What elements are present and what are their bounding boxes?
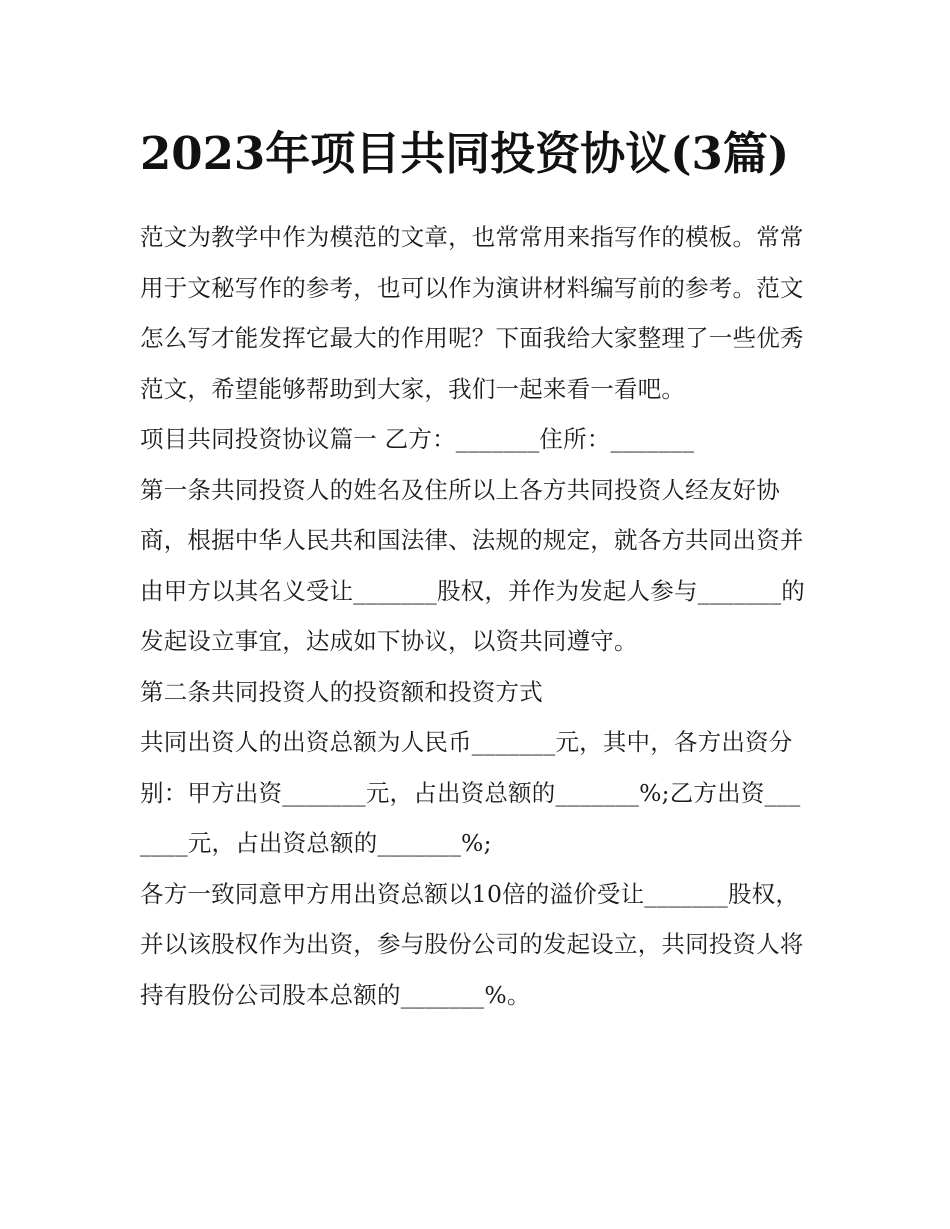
parties-line: 项目共同投资协议篇一 乙方：_______住所：_______ [140,425,695,453]
article-two-heading: 第二条共同投资人的投资额和投资方式 [140,677,543,706]
article-one-paragraph: 第一条共同投资人的姓名及住所以上各方共同投资人经友好协商，根据中华人民共和国法律、法规的规定，就各方共同出资并由甲方以其名义受让_______股权，并作为发起人参与_______的发起设立事宜，达成如下协议，以资共同遵守。 [140,475,805,655]
intro-paragraph: 范文为教学中作为模范的文章，也常常用来指写作的模板。常常用于文秘写作的参考，也可以作为演讲材料编写前的参考。范文怎么写才能发挥它最大的作用呢？下面我给大家整理了一些优秀范文，希望能够帮助到大家，我们一起来看一看吧。 [140,223,804,403]
contribution-paragraph: 共同出资人的出资总额为人民币_______元，其中，各方出资分别：甲方出资_______元，占出资总额的_______%;乙方出资_______元，占出资总额的_______%; [140,728,801,857]
document-title: 2023年项目共同投资协议(3篇) [140,127,790,180]
document-page [140,116,812,1020]
equity-paragraph: 各方一致同意甲方用出资总额以10倍的溢价受让_______股权，并以该股权作为出资，参与股份公司的发起设立，共同投资人将持有股份公司股本总额的_______%。 [140,879,804,1009]
